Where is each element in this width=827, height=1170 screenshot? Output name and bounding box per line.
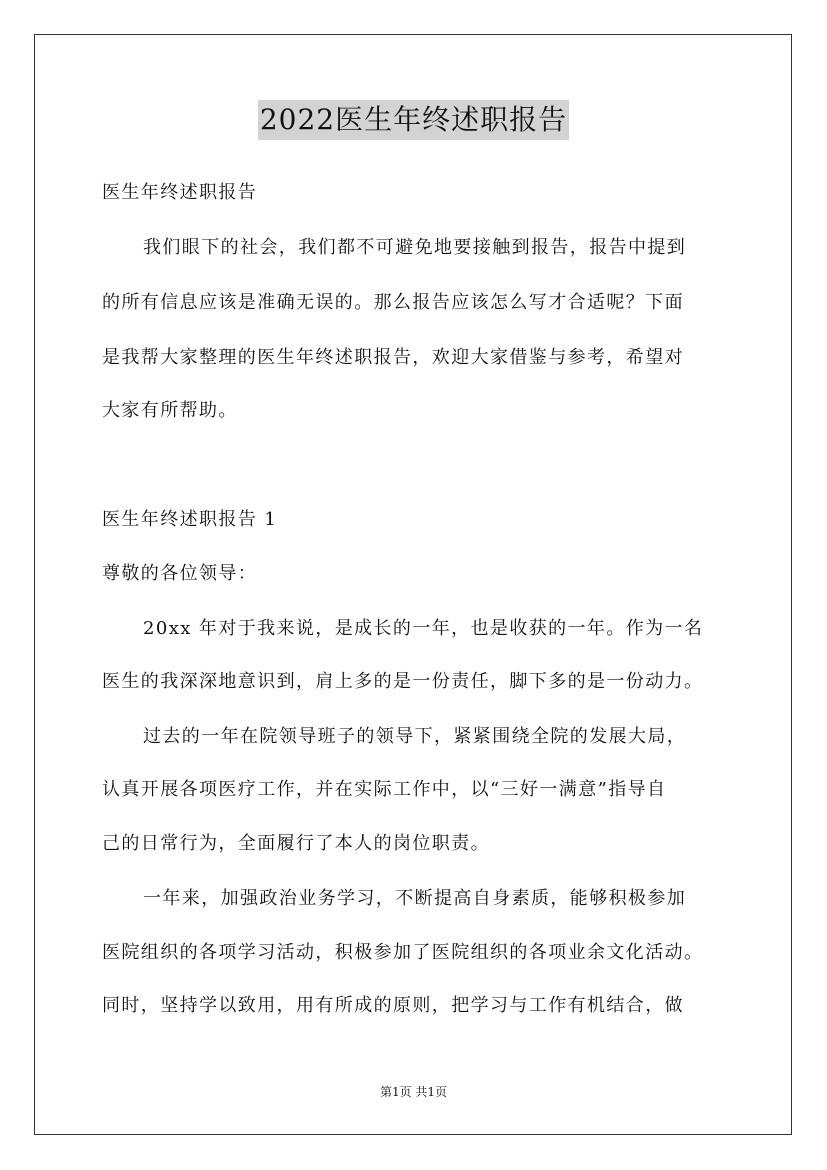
section-heading: 医生年终述职报告 1	[102, 509, 278, 530]
body-line-1: 20xx 年对于我来说，是成长的一年，也是收获的一年。作为一名	[143, 618, 704, 639]
salutation: 尊敬的各位领导：	[102, 563, 258, 584]
body-line-7: 医院组织的各项学习活动，积极参加了医院组织的各项业余文化活动。	[102, 942, 704, 963]
intro-line-4: 大家有所帮助。	[102, 400, 238, 421]
body-line-2: 医生的我深深地意识到，肩上多的是一份责任，脚下多的是一份动力。	[102, 671, 704, 692]
document-subtitle: 医生年终述职报告	[102, 182, 258, 203]
intro-line-1: 我们眼下的社会，我们都不可避免地要接触到报告，报告中提到	[143, 237, 687, 258]
document-title-wrap	[0, 100, 827, 140]
body-line-6: 一年来，加强政治业务学习，不断提高自身素质，能够积极参加	[143, 888, 687, 909]
body-line-5: 己的日常行为，全面履行了本人的岗位职责。	[102, 833, 490, 854]
body-line-8: 同时，坚持学以致用，用有所成的原则，把学习与工作有机结合，做	[102, 995, 684, 1016]
intro-line-2: 的所有信息应该是准确无误的。那么报告应该怎么写才合适呢？下面	[102, 292, 684, 313]
body-line-4: 认真开展各项医疗工作，并在实际工作中，以“三好一满意”指导自	[102, 779, 667, 800]
page-footer: 第1页 共1页	[379, 1085, 448, 1099]
document-title: 2022医生年终述职报告	[258, 100, 569, 140]
body-line-3: 过去的一年在院领导班子的领导下，紧紧围绕全院的发展大局，	[143, 726, 687, 747]
intro-line-3: 是我帮大家整理的医生年终述职报告，欢迎大家借鉴与参考，希望对	[102, 347, 684, 368]
